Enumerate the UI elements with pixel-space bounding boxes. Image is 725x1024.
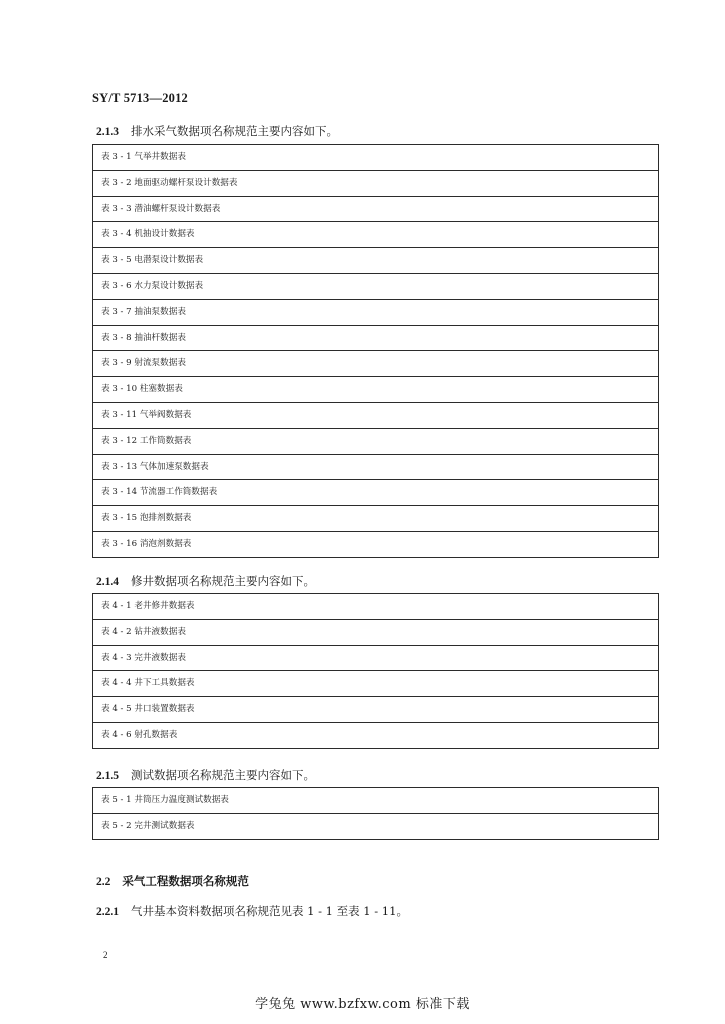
section-title: 测试数据项名称规范主要内容如下。: [131, 768, 315, 782]
table-row: [93, 248, 659, 274]
table-index-section-4: [92, 593, 659, 749]
table-entry: 表 4 - 2 钻井液数据表: [93, 619, 659, 645]
table-row: [93, 671, 659, 697]
page-number: 2: [103, 950, 108, 960]
table-row: [93, 325, 659, 351]
table-row: [93, 594, 659, 620]
table-entry: 表 3 - 8 抽油杆数据表: [93, 325, 659, 351]
section-heading-2-1-4: [96, 573, 315, 589]
table-entry: 表 3 - 4 机抽设计数据表: [93, 222, 659, 248]
table-row: [93, 377, 659, 403]
table-entry: 表 3 - 13 气体加速泵数据表: [93, 454, 659, 480]
table-entry: 表 4 - 1 老井修井数据表: [93, 594, 659, 620]
table-row: [93, 697, 659, 723]
standard-code: SY/T 5713—2012: [92, 91, 188, 105]
section-heading-2-1-5: [96, 767, 315, 783]
table-index-section-5: [92, 787, 659, 840]
table-entry: 表 4 - 4 井下工具数据表: [93, 671, 659, 697]
table-row: [93, 402, 659, 428]
section-heading-2-2-1: [96, 903, 408, 919]
table-row: [93, 170, 659, 196]
table-row: [93, 222, 659, 248]
table-row: [93, 788, 659, 814]
table-row: [93, 299, 659, 325]
table-row: [93, 722, 659, 748]
table-entry: 表 5 - 2 完井测试数据表: [93, 813, 659, 839]
table-entry: 表 3 - 6 水力泵设计数据表: [93, 273, 659, 299]
table-row: [93, 813, 659, 839]
table-row: [93, 351, 659, 377]
table-entry: 表 3 - 3 潜油螺杆泵设计数据表: [93, 196, 659, 222]
section-heading-2-1-3: [96, 123, 338, 139]
table-entry: 表 3 - 5 电潜泵设计数据表: [93, 248, 659, 274]
table-entry: 表 3 - 1 气举井数据表: [93, 145, 659, 171]
table-row: [93, 454, 659, 480]
table-row: [93, 645, 659, 671]
section-number: 2.1.5: [96, 770, 119, 782]
table-row: [93, 619, 659, 645]
section-title: 排水采气数据项名称规范主要内容如下。: [131, 124, 338, 138]
table-entry: 表 3 - 15 泡排剂数据表: [93, 506, 659, 532]
table-entry: 表 3 - 11 气举阀数据表: [93, 402, 659, 428]
table-row: [93, 145, 659, 171]
section-number: 2.1.4: [96, 576, 119, 588]
table-row: [93, 273, 659, 299]
table-entry: 表 3 - 14 节流器工作筒数据表: [93, 480, 659, 506]
section-text: 气井基本资料数据项名称规范见表 1 - 1 至表 1 - 11。: [131, 904, 408, 918]
footer-watermark-text: 学兔兔 www.bzfxw.com 标准下载: [255, 997, 470, 1012]
table-entry: 表 4 - 6 射孔数据表: [93, 722, 659, 748]
table-entry: 表 3 - 12 工作筒数据表: [93, 428, 659, 454]
table-entry: 表 3 - 16 消泡剂数据表: [93, 531, 659, 557]
section-number: 2.2.1: [96, 906, 119, 918]
table-entry: 表 4 - 5 井口装置数据表: [93, 697, 659, 723]
table-entry: 表 3 - 9 射流泵数据表: [93, 351, 659, 377]
table-entry: 表 5 - 1 井筒压力温度测试数据表: [93, 788, 659, 814]
table-index-section-3: [92, 144, 659, 558]
table-row: [93, 506, 659, 532]
section-number: 2.2: [96, 876, 111, 888]
table-row: [93, 428, 659, 454]
section-title: 采气工程数据项名称规范: [122, 874, 249, 888]
section-number: 2.1.3: [96, 126, 119, 138]
table-entry: 表 4 - 3 完井液数据表: [93, 645, 659, 671]
table-row: [93, 196, 659, 222]
table-entry: 表 3 - 2 地面驱动螺杆泵设计数据表: [93, 170, 659, 196]
section-title: 修井数据项名称规范主要内容如下。: [131, 574, 315, 588]
table-row: [93, 531, 659, 557]
table-entry: 表 3 - 7 抽油泵数据表: [93, 299, 659, 325]
table-row: [93, 480, 659, 506]
table-entry: 表 3 - 10 柱塞数据表: [93, 377, 659, 403]
section-heading-2-2: [96, 873, 249, 889]
